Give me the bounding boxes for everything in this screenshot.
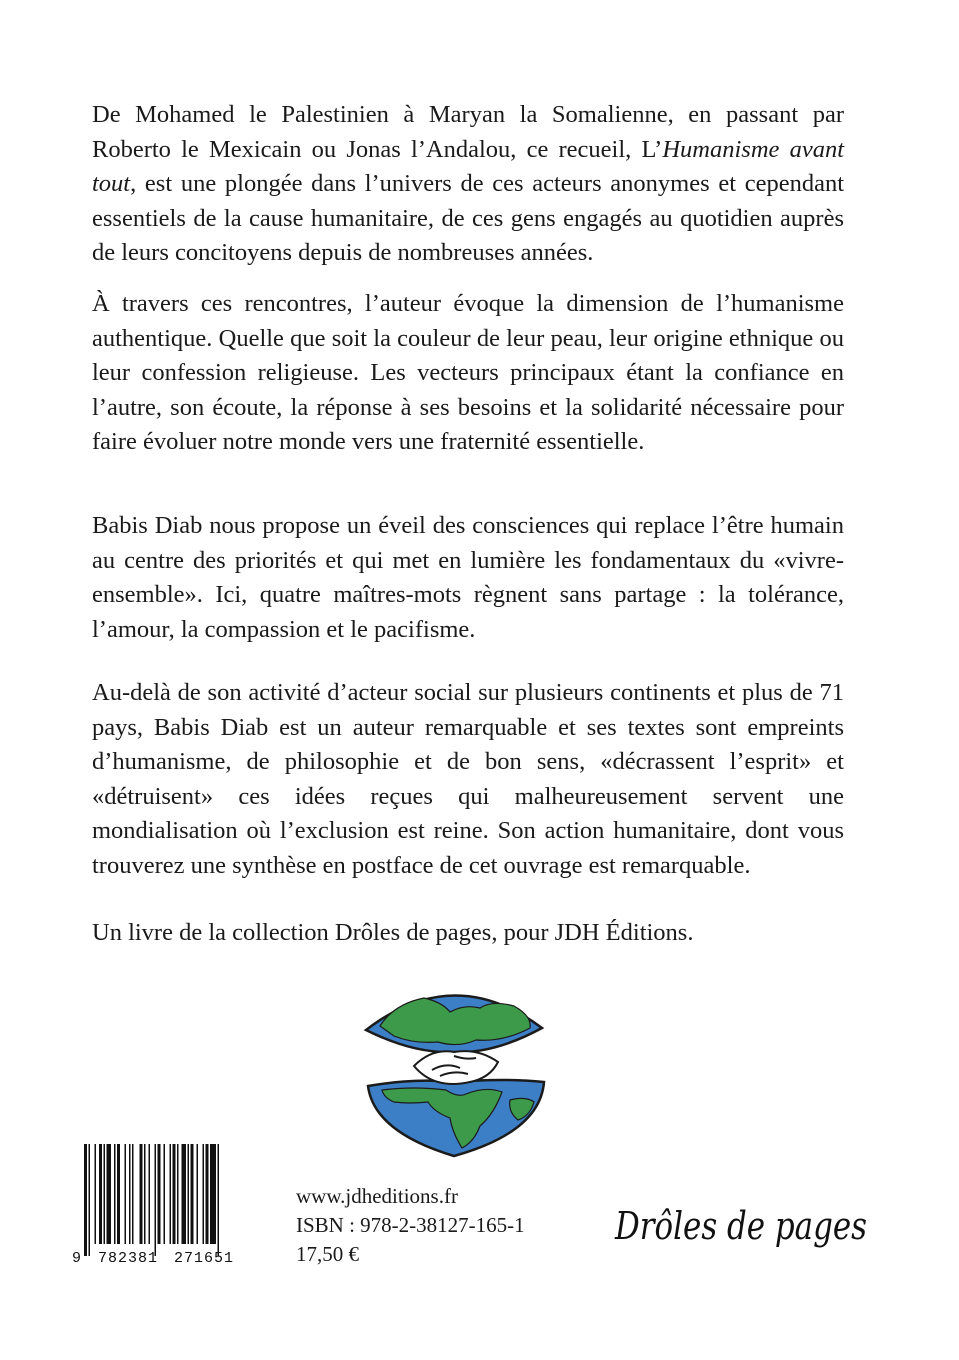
barcode-bar — [140, 1144, 143, 1244]
description-paragraph-3 — [92, 509, 844, 647]
barcode-bar — [114, 1144, 116, 1244]
isbn-barcode — [70, 1140, 252, 1268]
barcode-bar — [188, 1144, 190, 1244]
barcode-bar — [104, 1144, 106, 1244]
collection-logo-text: Drôles de pages — [614, 1204, 867, 1248]
collection-line — [92, 916, 844, 951]
publisher-website: www.jdheditions.fr — [296, 1184, 458, 1208]
barcode-bar — [173, 1144, 176, 1244]
description-paragraph-2 — [92, 287, 844, 460]
barcode-bar — [155, 1144, 157, 1256]
barcode-bar — [129, 1144, 131, 1244]
barcode-bar — [206, 1144, 209, 1244]
barcode-bar — [125, 1144, 127, 1244]
para1-rest: , est une plongée dans l’univers de ces acteurs anonymes et cependant essentiels de la cause humanitaire, de ces gens engagés au quotidien auprès de leurs concitoyens depuis de nombreuses années. — [92, 170, 844, 267]
barcode-bar — [132, 1144, 134, 1244]
book-title: Humanisme avant tout — [92, 135, 844, 198]
author-bio-paragraph — [92, 676, 844, 884]
barcode-bar — [95, 1144, 97, 1244]
barcode-bar — [177, 1144, 179, 1244]
barcode-right-digits: 271651 — [174, 1250, 235, 1267]
para1-lead: De Mohamed le Palestinien à Maryan la Somalienne, en passant par Roberto le Mexicain ou Jonas l’Andalou, ce recueil, L’ — [92, 101, 844, 163]
description-paragraph-1 — [92, 98, 844, 271]
barcode-bar — [210, 1144, 216, 1244]
barcode-bar — [144, 1144, 146, 1244]
barcode-bar — [84, 1144, 87, 1256]
para4-text: Au-delà de son activité d’acteur social sur plusieurs continents et plus de 71 pays, Babis Diab est un auteur remarquable et ses textes sont empreints d’humanisme, de philosophie et de bon sens, «décrassent l’esprit» et «détruisent» ces idées reçues qui malheureusement servent une mondialisation où l’exclusion est reine. Son action humanitaire, dont vous trouverez une synthèse en postface de cet ouvrage est remarquable. — [92, 679, 844, 879]
globe-handshake-icon — [354, 982, 554, 1160]
barcode-lead-digit: 9 — [72, 1250, 82, 1267]
isbn-number: ISBN : 978-2-38127-165-1 — [296, 1213, 525, 1237]
droles-de-pages-logo — [613, 1195, 873, 1265]
para3-text: Babis Diab nous propose un éveil des consciences qui replace l’être humain au centre des priorités et qui met en lumière les fondamentaux du «vivre-ensemble». Ici, quatre maîtres-mots règnent sans partage : la tolérance, l’amour, la compassion et le pacifisme. — [92, 512, 844, 643]
barcode-bar — [89, 1144, 91, 1256]
barcode-bar — [191, 1144, 194, 1244]
para5-text: Un livre de la collection Drôles de pages, pour JDH Éditions. — [92, 919, 694, 946]
barcode-bar — [197, 1144, 199, 1244]
barcode-left-digits: 782381 — [98, 1250, 159, 1267]
barcode-bar — [158, 1144, 161, 1244]
para2-text: À travers ces rencontres, l’auteur évoque la dimension de l’humanisme authentique. Quelle que soit la couleur de leur peau, leur origine ethnique ou leur confession religieuse. Les vecteurs principaux étant la confiance en l’autre, son écoute, la réponse à ses besoins et la solidarité nécessaire pour faire évoluer notre monde vers une fraternité essentielle. — [92, 290, 844, 456]
barcode-bar — [182, 1144, 187, 1244]
book-price: 17,50 € — [296, 1242, 359, 1266]
barcode-bar — [99, 1144, 102, 1244]
barcode-bar — [149, 1144, 151, 1244]
barcode-bar — [218, 1144, 220, 1256]
barcode-bar — [107, 1144, 112, 1244]
barcode-bar — [117, 1144, 120, 1244]
barcode-bar — [203, 1144, 205, 1244]
barcode-bar — [164, 1144, 166, 1244]
barcode-bar — [170, 1144, 172, 1244]
